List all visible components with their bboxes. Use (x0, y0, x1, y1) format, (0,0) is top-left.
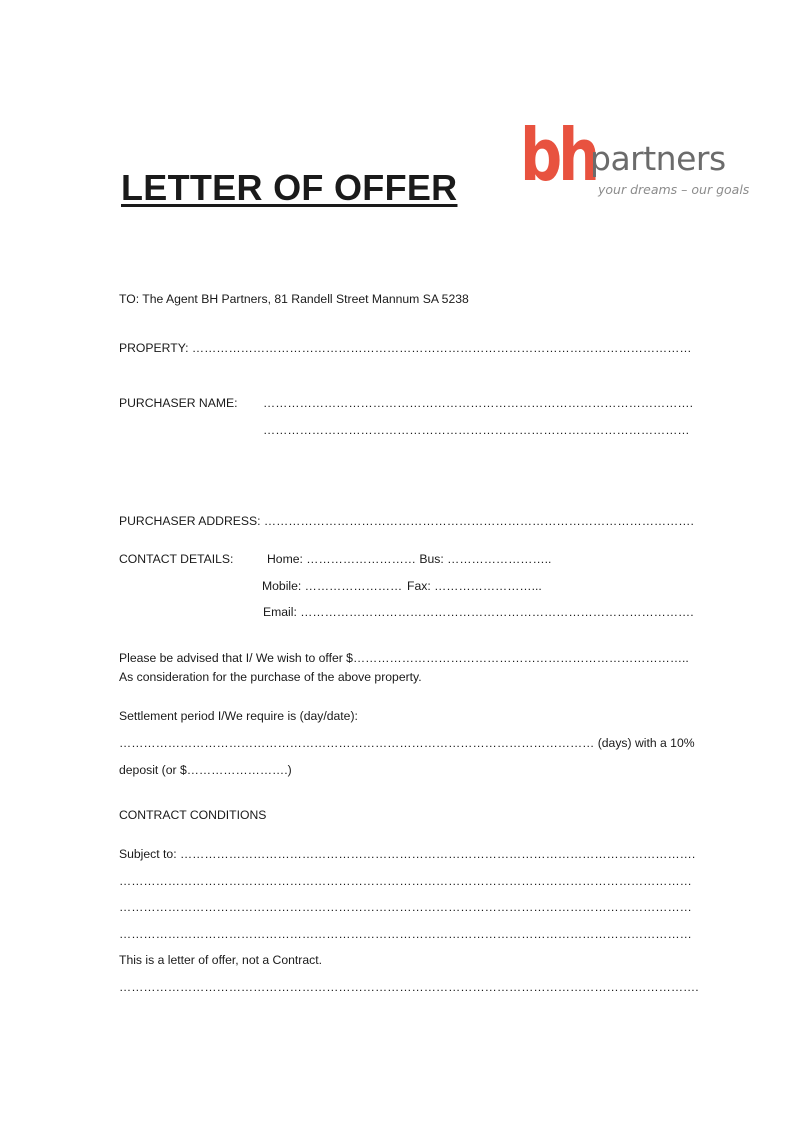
purchaser-name-line-1[interactable]: ……………………………………………………………………………………………. (263, 396, 693, 410)
conditions-line-1[interactable]: …………………………………………………………………………………………………………………………… (119, 874, 692, 888)
bh-partners-logo (518, 108, 750, 204)
logo-tagline: your dreams – our goals (598, 182, 750, 197)
conditions-line-3[interactable]: …………………………………………………………………………………………………………………………… (119, 927, 692, 941)
logo-bh-mark: bh (520, 113, 597, 197)
settlement-days-field[interactable]: ……………………………………………………………………………………………………… (days) with a 10% (119, 736, 695, 750)
purchaser-address-field[interactable]: PURCHASER ADDRESS: ……………………………………………………………………………………………. (119, 514, 694, 528)
purchaser-name-label: PURCHASER NAME: (119, 396, 238, 410)
purchaser-name-line-2[interactable]: …………………………………………………………………………………………… (263, 423, 690, 437)
deposit-field[interactable]: deposit (or $…………………….) (119, 763, 292, 777)
offer-amount-field[interactable]: Please be advised that I/ We wish to offer $……………………………………………………………………….. (119, 651, 689, 665)
contract-conditions-heading: CONTRACT CONDITIONS (119, 808, 267, 822)
subject-to-field[interactable]: Subject to: ………………………………………………………………………………………………………………. (119, 847, 696, 861)
contact-home-bus-field[interactable]: Home: ……………………… Bus: …………………….. (267, 552, 552, 566)
logo-partners-text: partners (590, 139, 726, 178)
offer-consideration-text: As consideration for the purchase of the above property. (119, 670, 422, 684)
contact-fax-field[interactable]: Fax: ……………………... (407, 579, 542, 593)
conditions-line-2[interactable]: …………………………………………………………………………………………………………………………… (119, 900, 692, 914)
contact-mobile-field[interactable]: Mobile: …………………… (262, 579, 403, 593)
final-line-field[interactable]: ……………………………………………………………………………………………………………….……………. (119, 980, 699, 994)
property-field[interactable]: PROPERTY: …………………………………………………………………………………………………………… (119, 341, 692, 355)
to-line: TO: The Agent BH Partners, 81 Randell Street Mannum SA 5238 (119, 292, 469, 306)
document-title: LETTER OF OFFER (121, 167, 458, 208)
contact-details-label: CONTACT DETAILS: (119, 552, 234, 566)
contact-email-field[interactable]: Email: ……………………………………………………………………………………. (263, 605, 694, 619)
not-contract-notice: This is a letter of offer, not a Contract. (119, 953, 322, 967)
settlement-label: Settlement period I/We require is (day/date): (119, 709, 358, 723)
